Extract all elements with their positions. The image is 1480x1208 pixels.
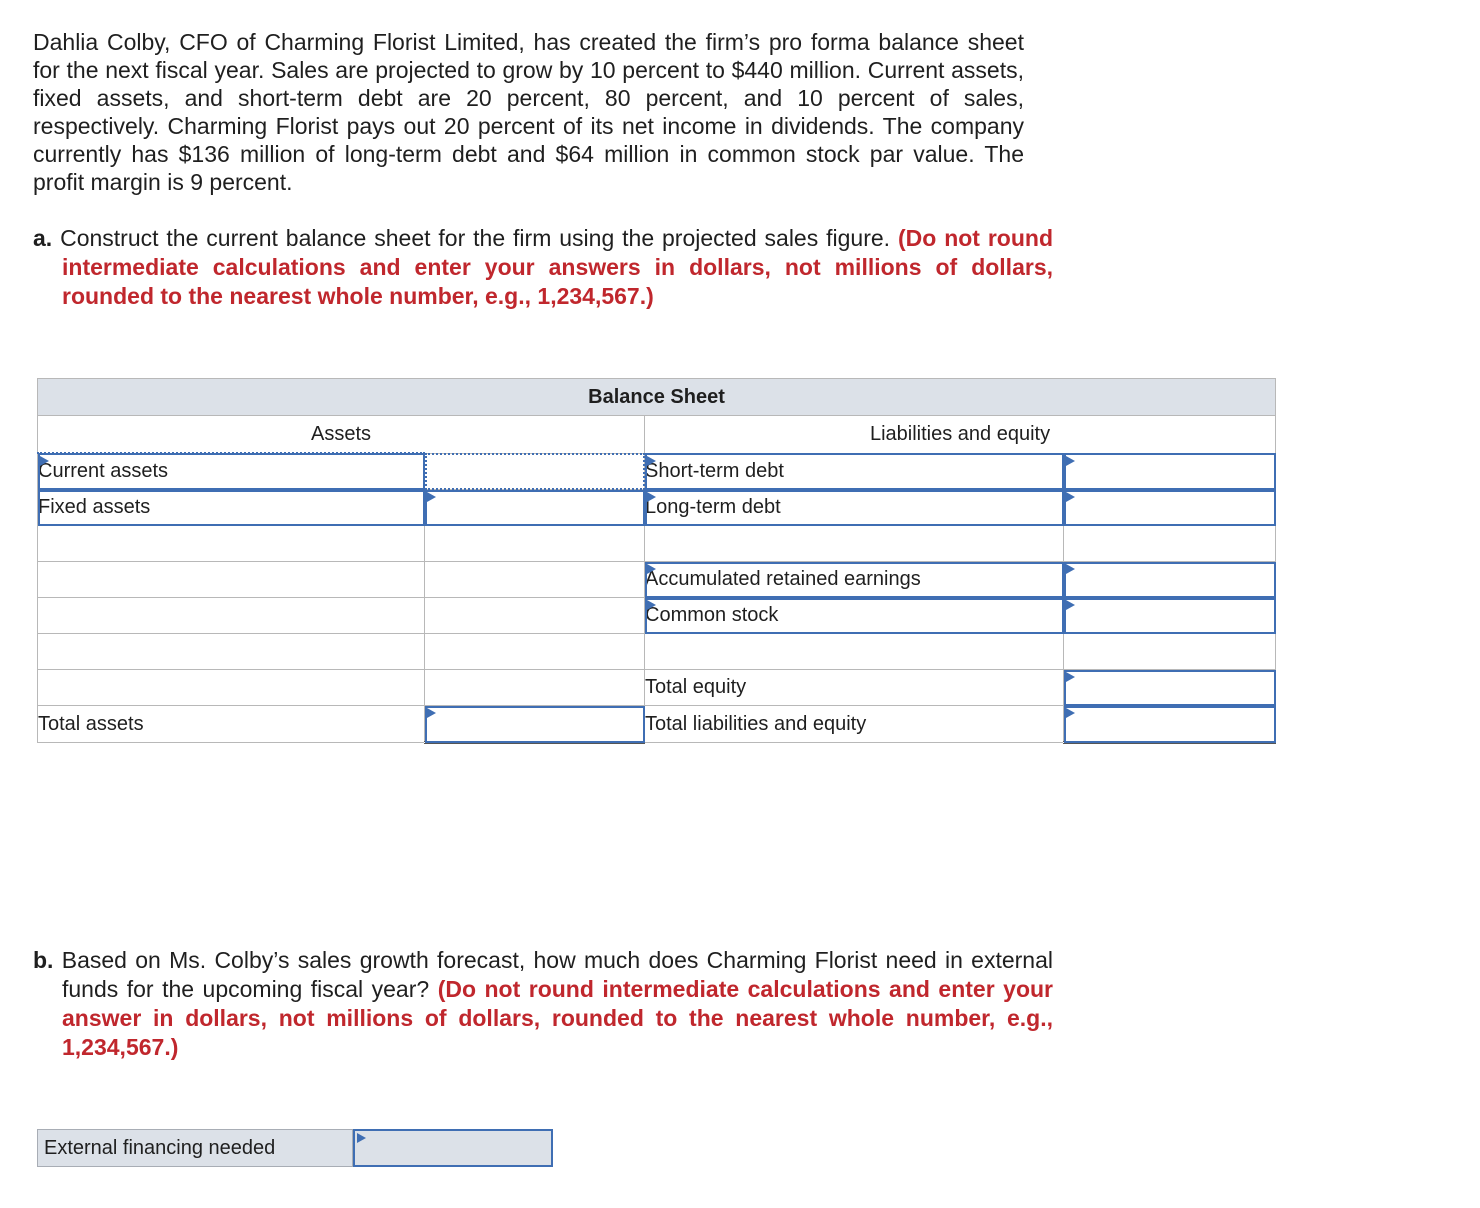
table-row	[38, 598, 1276, 634]
blank-cell	[645, 634, 1064, 670]
blank-cell	[425, 526, 645, 562]
common-stock-label: Common stock	[645, 604, 779, 626]
question-b	[33, 946, 1053, 1062]
fixed-assets-value-cell[interactable]	[425, 490, 645, 526]
question-a-text: Construct the current balance sheet for the firm using the projected sales figure.	[60, 225, 891, 251]
dropdown-flag-icon	[647, 564, 656, 574]
retained-earnings-input[interactable]	[1064, 562, 1275, 597]
blank-cell	[38, 634, 425, 670]
question-b-label: b.	[33, 947, 54, 973]
question-a	[33, 224, 1053, 311]
dropdown-flag-icon	[647, 492, 656, 502]
total-liabilities-equity-label-cell	[645, 706, 1064, 743]
fixed-assets-label: Fixed assets	[38, 496, 151, 518]
dropdown-flag-icon	[427, 492, 436, 502]
total-liabilities-equity-value-cell[interactable]	[1064, 706, 1276, 743]
external-financing-value-cell[interactable]	[353, 1129, 553, 1167]
total-assets-label: Total assets	[38, 712, 144, 735]
dropdown-flag-icon	[357, 1133, 366, 1143]
total-liabilities-equity-label: Total liabilities and equity	[645, 712, 867, 735]
blank-cell	[425, 670, 645, 706]
blank-cell	[38, 670, 425, 706]
total-equity-value-cell[interactable]	[1064, 670, 1276, 706]
common-stock-input[interactable]	[1064, 598, 1275, 633]
table-row	[38, 634, 1276, 670]
liabilities-header: Liabilities and equity	[645, 416, 1276, 454]
long-term-debt-label-cell[interactable]	[645, 490, 1064, 526]
current-assets-input[interactable]	[425, 454, 644, 490]
short-term-debt-input[interactable]	[1064, 454, 1275, 490]
current-assets-label-cell[interactable]	[38, 453, 425, 490]
retained-earnings-value-cell[interactable]	[1064, 562, 1276, 598]
blank-cell	[1064, 526, 1276, 562]
blank-cell	[38, 562, 425, 598]
total-equity-label: Total equity	[645, 676, 747, 698]
blank-cell	[38, 526, 425, 562]
external-financing-input[interactable]	[355, 1131, 551, 1165]
question-b-text: Based on Ms. Colby’s sales growth forecast, how much does Charming Florist need in external funds for the upcoming fiscal year?	[61, 947, 1054, 1002]
question-a-label: a.	[33, 225, 53, 251]
blank-cell	[425, 598, 645, 634]
long-term-debt-value-cell[interactable]	[1064, 490, 1276, 526]
table-row	[38, 706, 1276, 743]
table-row	[38, 490, 1276, 526]
total-assets-value-cell[interactable]	[425, 706, 645, 743]
dropdown-flag-icon	[647, 600, 656, 610]
dropdown-flag-icon	[1066, 708, 1075, 718]
dropdown-flag-icon	[40, 456, 49, 466]
blank-cell	[1064, 634, 1276, 670]
total-assets-input[interactable]	[425, 706, 644, 741]
common-stock-value-cell[interactable]	[1064, 598, 1276, 634]
dropdown-flag-icon	[1066, 672, 1075, 682]
external-financing-label: External financing needed	[37, 1129, 353, 1167]
fixed-assets-label-cell[interactable]	[38, 490, 425, 526]
dropdown-flag-icon	[427, 708, 436, 718]
question-a-instruction: (Do not round intermediate calculations and enter your answers in dollars, not millions of dollars, rounded to the nearest whole number, e.g., 1,234,567.)	[62, 225, 1053, 309]
current-assets-label: Current assets	[38, 460, 169, 482]
dropdown-flag-icon	[1066, 564, 1075, 574]
table-row	[38, 453, 1276, 490]
blank-cell	[645, 526, 1064, 562]
dropdown-flag-icon	[647, 456, 656, 466]
blank-cell	[425, 634, 645, 670]
dropdown-flag-icon	[1066, 600, 1075, 610]
table-row	[38, 562, 1276, 598]
long-term-debt-label: Long-term debt	[645, 496, 781, 518]
question-b-instruction: (Do not round intermediate calculations and enter your answer in dollars, not millions of dollars, rounded to the nearest whole number, e.g., 1,234,567.)	[62, 976, 1053, 1060]
short-term-debt-label: Short-term debt	[645, 459, 784, 482]
balance-sheet-table	[37, 378, 1276, 744]
long-term-debt-input[interactable]	[1064, 490, 1275, 525]
assets-header: Assets	[38, 416, 645, 454]
retained-earnings-label: Accumulated retained earnings	[645, 568, 921, 590]
total-liabilities-equity-input[interactable]	[1064, 706, 1275, 741]
blank-cell	[425, 562, 645, 598]
common-stock-label-cell[interactable]	[645, 598, 1064, 634]
total-equity-input[interactable]	[1064, 670, 1275, 705]
dropdown-flag-icon	[1066, 492, 1075, 502]
dropdown-flag-icon	[1066, 456, 1075, 466]
problem-intro: Dahlia Colby, CFO of Charming Florist Limited, has created the firm’s pro forma balance sheet for the next fiscal year. Sales are projected to grow by 10 percent to $440 million. Current assets, fixed assets, and short-term debt are 20 percent, 80 percent, and 10 percent of sales, respectively. Charming Florist pays out 20 percent of its net income in dividends. The company currently has $136 million of long-term debt and $64 million in common stock par value. The profit margin is 9 percent.	[33, 29, 1024, 195]
retained-earnings-label-cell[interactable]	[645, 562, 1064, 598]
total-equity-label-cell	[645, 670, 1064, 706]
external-financing-row	[37, 1129, 553, 1167]
total-assets-label-cell	[38, 706, 425, 743]
table-row	[38, 670, 1276, 706]
short-term-debt-value-cell[interactable]	[1064, 453, 1276, 490]
current-assets-value-cell[interactable]	[425, 453, 645, 490]
short-term-debt-label-cell[interactable]	[645, 453, 1064, 490]
balance-sheet-title: Balance Sheet	[38, 379, 1276, 416]
table-row	[38, 526, 1276, 562]
blank-cell	[38, 598, 425, 634]
fixed-assets-input[interactable]	[425, 490, 644, 525]
